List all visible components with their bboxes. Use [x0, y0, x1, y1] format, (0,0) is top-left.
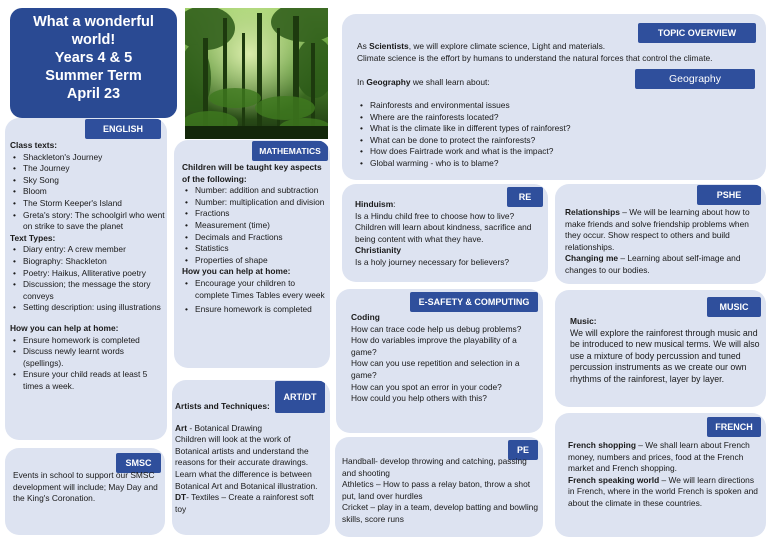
geography-intro [357, 77, 627, 89]
english-content [10, 140, 165, 392]
music-content [570, 316, 760, 386]
list-item: • The Storm Keeper's Island [10, 198, 165, 210]
list-item: • Biography: Shackleton [10, 256, 165, 268]
smsc-panel [5, 448, 165, 535]
text-types-heading: Text Types: [10, 232, 56, 243]
french-h1: French shopping [568, 440, 636, 450]
list-item: • Discuss newly learnt words (spellings). [10, 346, 165, 369]
maths-content [182, 162, 328, 316]
art-tag: ART/DT [275, 381, 325, 413]
re-h1-suffix: : [393, 199, 396, 209]
maths-heading: Children will be taught key aspects of the following: [182, 162, 322, 184]
esafety-panel [336, 289, 543, 433]
title-line: Summer Term [45, 68, 142, 84]
title-line: Years 4 & 5 [54, 50, 133, 66]
french-h2: French speaking world [568, 474, 660, 485]
list-item: • Measurement (time) [182, 220, 328, 232]
re-tag: RE [507, 187, 543, 207]
french-block-1 [568, 440, 762, 475]
art-title: - Botanical Drawing [187, 422, 263, 433]
dt-line [175, 492, 327, 515]
list-item: • What can be done to protect the rainforests? [357, 135, 757, 147]
french-tag: FRENCH [707, 417, 761, 437]
dt-text: - Textiles – Create a rainforest soft toy [175, 492, 314, 514]
re-panel [342, 184, 548, 282]
maths-help-heading: How you can help at home: [182, 266, 291, 277]
french-panel [555, 413, 766, 537]
list-item: • Where are the rainforests located? [357, 112, 757, 124]
art-heading: Artists and Techniques: [175, 401, 270, 411]
geo-text: we shall learn about: [410, 77, 490, 87]
pshe-t2: – Learning about self-image and changes to our bodies. [565, 253, 741, 275]
topic-overview-tag: TOPIC OVERVIEW [638, 23, 756, 43]
geography-list [357, 100, 757, 170]
re-h1: Hinduism [355, 199, 394, 209]
pshe-content [565, 207, 762, 277]
art-panel [172, 380, 330, 535]
smsc-text: Events in school to support our SMSC development will include; May Day and the King's Coronation. [13, 470, 158, 504]
esafety-tag: E-SAFETY & COMPUTING [410, 292, 538, 312]
topic-overview-panel [342, 14, 766, 180]
list-item: • The Journey [10, 163, 165, 175]
title-line: world! [71, 32, 116, 48]
art-text: Children will look at the work of Botanical artists and understand the reasons for their accurate drawings. Learn what the difference is between Botanical Art and Botanical illustration. [175, 434, 318, 491]
list-item: • Sky Song [10, 175, 165, 187]
pe-panel [335, 437, 543, 537]
art-line [175, 423, 327, 435]
music-tag: MUSIC [707, 297, 761, 317]
pshe-h1: Relationships [565, 207, 620, 217]
music-text: We will explore the rainforest through music and be introduced to new musical terms. We will also use a mixture of body percussion and tuned percussion instruments as we create our own rhythms of the rainforest, layer by layer. [570, 327, 760, 384]
maths-help-list [182, 278, 328, 316]
list-item: • Properties of shape [182, 255, 328, 267]
rainforest-illustration [185, 8, 328, 139]
pshe-tag: PSHE [697, 185, 761, 205]
coding-heading: Coding [351, 312, 380, 322]
pshe-t1: – We will be learning about how to make friends and solve friendship problems when they occur. Show respect to others and build relationships. [565, 207, 750, 252]
list-item: • Fractions [182, 208, 328, 220]
pshe-block-2 [565, 253, 762, 276]
list-item: • Shackleton's Journey [10, 152, 165, 164]
intro-text: , we will explore climate science, Light and materials. [408, 41, 606, 51]
title-line: What a wonderful [33, 14, 154, 30]
list-item: • Rainforests and environmental issues [357, 100, 757, 112]
esafety-text: How can trace code help us debug problems? How do variables improve the playability of a game? How can you use repetition and selection in a game? How can you spot an error in your code? How could you help others with this? [351, 323, 522, 404]
list-item: • Setting description: using illustrations [10, 302, 165, 314]
maths-panel [174, 140, 330, 368]
list-item: • Number: addition and subtraction [182, 185, 328, 197]
intro-text: As [357, 41, 370, 51]
pe-tag: PE [508, 440, 538, 460]
re-heading-1 [355, 199, 545, 211]
music-panel [555, 290, 766, 407]
list-item: • Discussion; the message the story conveys [10, 279, 165, 302]
english-help-list [10, 335, 165, 393]
list-item: • Ensure homework is completed [10, 335, 165, 347]
french-block-2 [568, 475, 762, 510]
title-line: April 23 [66, 86, 121, 102]
list-item: • Diary entry: A crew member [10, 244, 165, 256]
class-texts-heading: Class texts: [10, 140, 58, 150]
french-t1: – We shall learn about French money, numbers and prices, food at the French market and French shopping. [568, 440, 750, 474]
smsc-tag: SMSC [116, 453, 161, 473]
text-types-list [10, 244, 165, 314]
list-item: • Decimals and Fractions [182, 232, 328, 244]
list-item: • Ensure your child reads at least 5 times a week. [10, 369, 165, 392]
list-item: • Statistics [182, 243, 328, 255]
list-item: • Greta's story: The schoolgirl who went on strike to save the planet [10, 210, 165, 233]
pshe-block-1 [565, 207, 762, 253]
list-item: • Ensure homework is completed [182, 304, 328, 316]
french-t2: – We will learn directions in French, where in the world French is spoken and about the climate in these countries. [568, 474, 758, 508]
intro-bold: Scientists [369, 41, 409, 51]
music-heading: Music: [570, 316, 597, 326]
list-item: • Number: multiplication and division [182, 197, 328, 209]
english-panel [5, 118, 167, 440]
geo-bold: Geography [366, 77, 411, 87]
list-item: • How does Fairtrade work and what is the impact? [357, 146, 757, 158]
pshe-h2: Changing me [565, 253, 619, 264]
french-content [568, 440, 762, 510]
maths-list [182, 185, 328, 266]
english-help-heading: How you can help at home: [10, 322, 119, 333]
topic-intro [357, 41, 761, 64]
art-label: Art [175, 422, 188, 433]
re-content [355, 199, 545, 269]
art-content [175, 401, 327, 515]
list-item: • What is the climate like in different types of rainforest? [357, 123, 757, 135]
class-texts-list [10, 152, 165, 233]
pshe-panel [555, 184, 766, 284]
rainforest-image [185, 8, 328, 139]
re-heading-2: Christianity [355, 245, 402, 256]
list-item: • Global warming - who is to blame? [357, 158, 757, 170]
list-item: • Poetry: Haikus, Alliterative poetry [10, 268, 165, 280]
maths-tag: MATHEMATICS [252, 141, 328, 161]
intro-line2: Climate science is the effort by humans to understand the natural forces that control the climate. [357, 52, 713, 63]
list-item: • Encourage your children to complete Times Tables every week [182, 278, 328, 301]
title-box [10, 8, 177, 118]
english-tag: ENGLISH [85, 119, 161, 139]
list-item: • Bloom [10, 186, 165, 198]
pe-text: Handball- develop throwing and catching, passing and shooting Athletics – How to pass a relay baton, throw a shot put, land over hurdles Cricket – play in a team, develop batting and bowling skills, score runs [342, 456, 538, 524]
geography-tag: Geography [635, 69, 755, 89]
re-text-1: Is a Hindu child free to choose how to live? Children will learn about kindness, sacrifice and being content with what they have. [355, 210, 532, 244]
dt-label: DT [175, 492, 187, 503]
geo-text: In [357, 77, 367, 87]
re-text-2: Is a holy journey necessary for believers? [355, 256, 510, 267]
esafety-content [351, 312, 541, 405]
